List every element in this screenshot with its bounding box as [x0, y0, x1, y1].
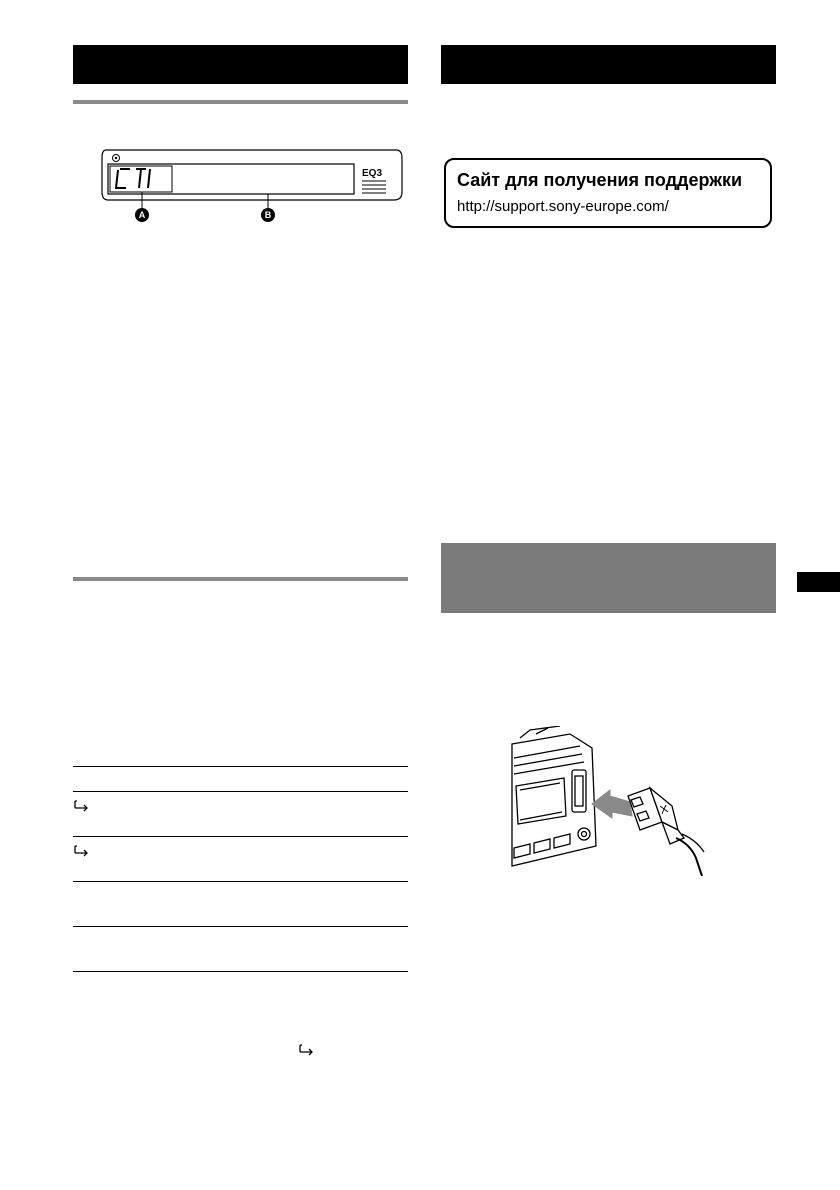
repeat-icon [74, 845, 90, 857]
usb-connection-illustration [500, 726, 720, 876]
repeat-icon [299, 1044, 315, 1056]
table-rule-bottom [73, 971, 408, 972]
eq-label: EQ3 [362, 168, 383, 179]
right-section-header-band [441, 45, 776, 84]
table-rule [73, 791, 408, 792]
subheading-rule [73, 577, 408, 581]
callout-a: A [135, 208, 149, 222]
support-website-box [444, 158, 772, 228]
table-rule [73, 836, 408, 837]
page-side-tab [797, 572, 840, 592]
support-box-url[interactable]: http://support.sony-europe.com/ [457, 198, 669, 215]
table-rule-top [73, 766, 408, 767]
gray-section-heading-band [441, 543, 776, 613]
repeat-icon [74, 800, 90, 812]
subheading-rule [73, 100, 408, 104]
callout-b: B [261, 208, 275, 222]
support-box-title: Сайт для получения поддержки [457, 170, 743, 190]
table-rule [73, 881, 408, 882]
display-window-figure [100, 148, 402, 200]
left-section-header-band [73, 45, 408, 84]
table-rule [73, 926, 408, 927]
